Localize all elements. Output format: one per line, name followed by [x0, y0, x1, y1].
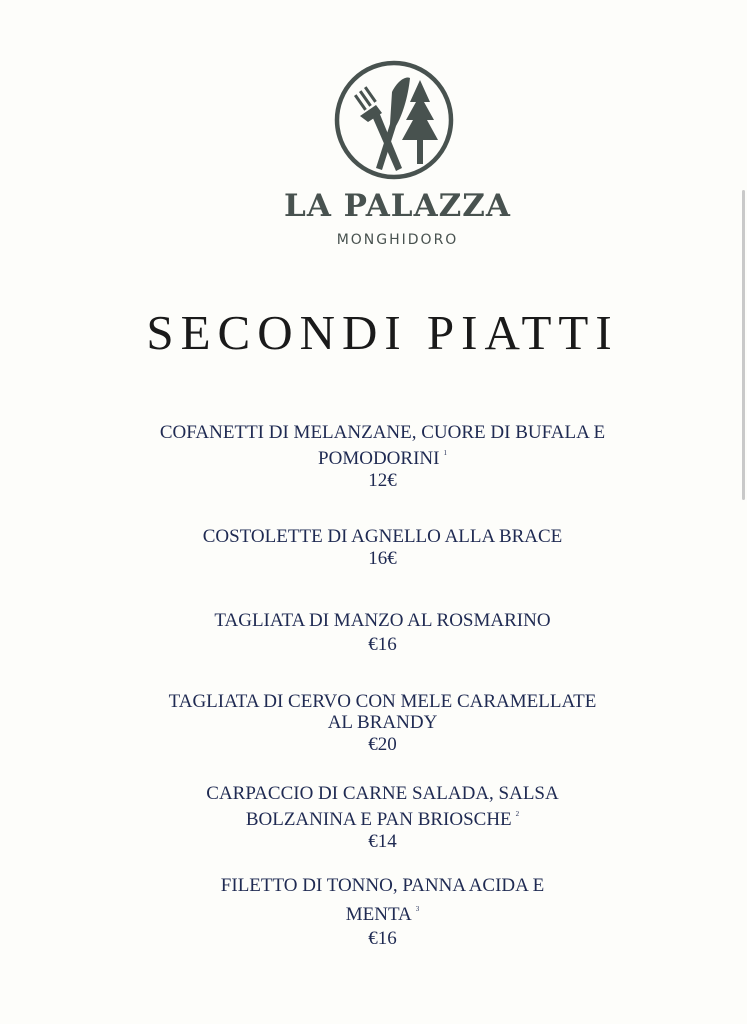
dish-price: 16€ — [368, 548, 397, 569]
dish-name-line: TAGLIATA DI MANZO AL ROSMARINO — [214, 610, 551, 631]
dish-price: 12€ — [368, 470, 397, 491]
dish-name — [0, 422, 747, 469]
dish-name-line: BOLZANINA E PAN BRIOSCHE $^2$ — [245, 809, 520, 830]
dish-price: €16 — [368, 928, 397, 949]
dish-name-line: POMODORINI $^1$ — [318, 448, 447, 469]
dish-name-line: TAGLIATA DI CERVO CON MELE CARAMELLATE — [168, 691, 597, 712]
dish-name — [0, 783, 747, 830]
allergen-note: 3 — [415, 905, 420, 913]
dish-name — [0, 691, 747, 733]
dish-name-line: COFANETTI DI MELANZANE, CUORE DI BUFALA E — [159, 422, 606, 443]
dish-name — [0, 610, 747, 631]
menu-item — [0, 875, 747, 949]
allergen-note: 2 — [515, 810, 520, 818]
fork-knife-tree-logo-icon — [332, 58, 456, 182]
dish-price: €20 — [368, 734, 397, 755]
brand-name: LA PALAZZA — [284, 188, 511, 224]
dish-name — [0, 875, 747, 925]
allergen-note: 1 — [443, 449, 447, 457]
dish-name — [0, 526, 747, 547]
menu-item — [0, 691, 747, 755]
dish-name-line: MENTA $^3$ — [345, 904, 420, 925]
dish-price: €16 — [368, 634, 397, 655]
page-title: SECONDI PIATTI — [146, 305, 619, 360]
dish-name-line: FILETTO DI TONNO, PANNA ACIDA E — [220, 875, 545, 896]
menu-item — [0, 526, 747, 569]
dish-name-line: AL BRANDY — [327, 712, 438, 733]
dish-name-line: COSTOLETTE DI AGNELLO ALLA BRACE — [202, 526, 563, 547]
menu-item — [0, 422, 747, 491]
menu-item — [0, 783, 747, 852]
brand-location: MONGHIDORO — [336, 232, 459, 248]
dish-name-line: CARPACCIO DI CARNE SALADA, SALSA — [206, 783, 559, 804]
menu-item — [0, 610, 747, 655]
dish-price: €14 — [368, 831, 397, 852]
